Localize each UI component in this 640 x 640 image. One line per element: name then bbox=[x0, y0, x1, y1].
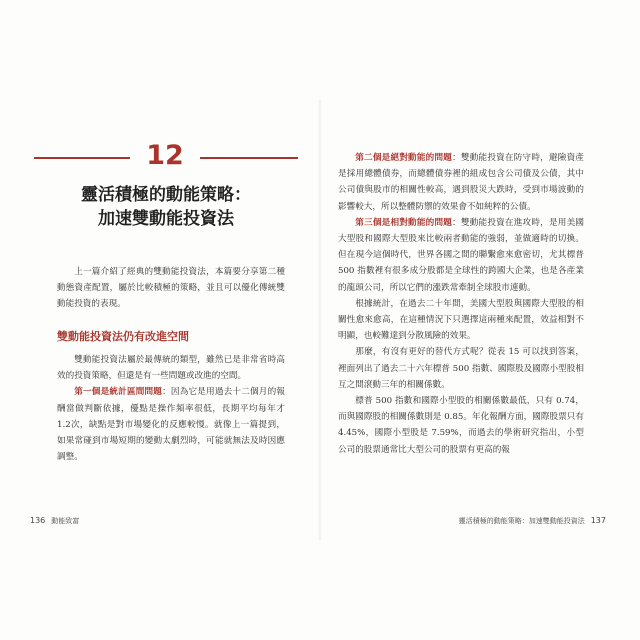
intro-text: 上一篇介紹了經典的雙動能投資法，本篇要分享第二種動態資產配置，屬於比較積極的策略，並且可以優化傳統雙動能投資的表現。 bbox=[57, 267, 285, 310]
chapter-title-line2: 加速雙動能投資法 bbox=[98, 209, 234, 229]
problem2-label: 第二個是絕對動能的問題 bbox=[355, 153, 453, 163]
left-page-number: 136 bbox=[30, 516, 46, 525]
para4-text: 根據統計，在過去二十年間，美國大型股與國際大型股的相關性愈來愈高，在這種情況下只選擇這兩種來配置，效益相對不明顯，也較難達到分散風險的效果。 bbox=[338, 298, 584, 342]
right-running-title: 靈活積極的動能策略：加速雙動能投資法 bbox=[458, 517, 585, 525]
chapter-title-line1: 靈活積極的動能策略： bbox=[81, 185, 251, 205]
para1-text: 雙動能投資法屬於最傳統的類型，雖然已是非常省時高效的投資策略，但還是有一些問題或改進的空間。 bbox=[57, 355, 285, 382]
chapter-rule-right bbox=[200, 157, 298, 159]
para6-text: 標普 500 指數和國際小型股的相關係數最低，只有 0.74，而與國際股的相關係數則是 0.85。年化報酬方面，國際股票只有 4.45%，國際小型股是 7.59%，而過去的學術研究指出，小型公司的股票通常比大型公司的股票有更高的報 bbox=[338, 396, 584, 455]
left-body bbox=[57, 352, 285, 465]
left-running-title: 動能致富 bbox=[51, 517, 80, 525]
problem2-text: ：雙動能投資在防守時，避險資產是採用總體債券，而總體債券裡的組成包含公司債及公債，其中公司債與股市的相關性較高，遇到股災大跌時，受到市場波動的影響較大，所以整體防禦的效果會不如純粹的公債。 bbox=[338, 153, 584, 212]
right-page-number: 137 bbox=[590, 516, 606, 525]
problem1-label: 第一個是統計區間問題 bbox=[74, 387, 163, 398]
problem3-text: ：雙動能投資在進攻時，是用美國大型股和國際大型股來比較兩者動能的強弱，並做適時的切換。但在現今這個時代，世界各國之間的聯繫愈來愈密切，尤其標普 500 指數裡有很多成分股都是全球性的跨國大企業，也是各產業的龍頭公司，所以它們的漲跌常牽制全球股市連動。 bbox=[338, 217, 584, 293]
book-gutter bbox=[318, 100, 322, 540]
right-footer bbox=[459, 516, 606, 526]
para5-text: 那麼，有沒有更好的替代方式呢？從表 15 可以找到答案，裡面列出了過去二十六年標普 500 指數、國際股及國際小型股相互之間滾動三年的相關係數。 bbox=[338, 347, 584, 390]
left-footer bbox=[30, 516, 79, 526]
problem3-label: 第三個是相對動能的問題 bbox=[355, 217, 453, 228]
chapter-rule-left bbox=[34, 157, 130, 159]
right-body bbox=[338, 150, 584, 458]
section-heading: 雙動能投資法仍有改進空間 bbox=[57, 330, 189, 343]
left-intro-paragraph bbox=[57, 264, 285, 313]
problem1-text: ：因為它是用過去十二個月的報酬當做判斷依據，優點是操作頻率很低，長期平均每年才1.2次，缺點是對市場變化的反應較慢。就像上一篇提到，如果常碰到市場短期的變動太劇烈時，可能就無法及時因應調整。 bbox=[57, 387, 285, 463]
chapter-number: 12 bbox=[146, 140, 184, 171]
